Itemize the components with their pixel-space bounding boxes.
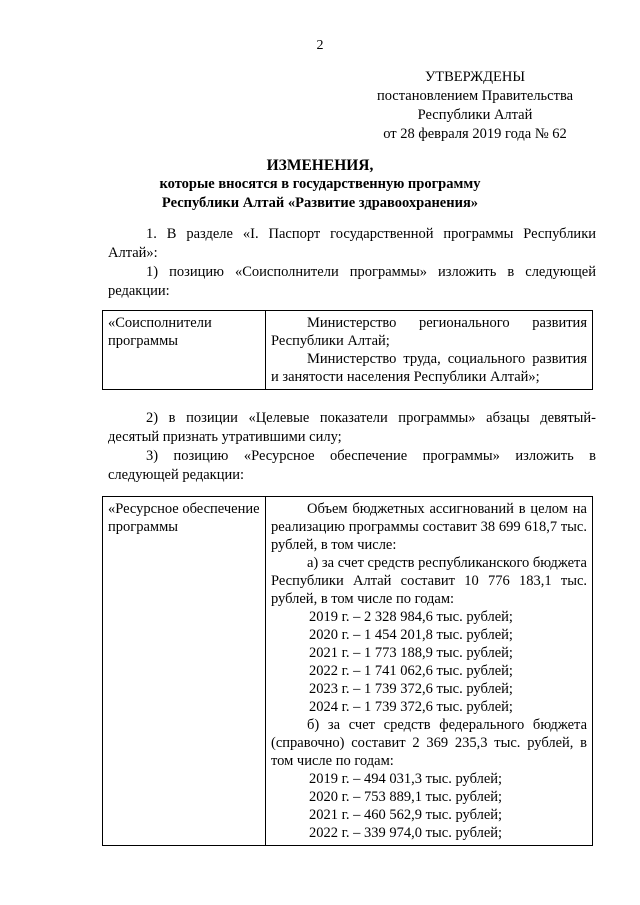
year-amount-b-2020: 2020 г. – 753 889,1 тыс. рублей; xyxy=(309,789,503,805)
year-amount-a-2024: 2024 г. – 1 739 372,6 тыс. рублей; xyxy=(309,699,513,715)
resource-label: «Ресурсное обеспечение программы xyxy=(103,497,266,846)
document-title xyxy=(0,156,640,213)
approval-by: постановлением Правительства xyxy=(376,88,574,104)
resource-value xyxy=(266,497,593,846)
year-amount-b-2022: 2022 г. – 339 974,0 тыс. рублей; xyxy=(309,825,503,841)
approval-block xyxy=(360,68,590,144)
title-heading: ИЗМЕНЕНИЯ, xyxy=(266,157,374,174)
resource-section-a: а) за счет средств республиканского бюджета Республики Алтай составит 10 776 183,1 тыс. рублей, в том числе по годам: xyxy=(271,555,587,607)
year-amount-a-2020: 2020 г. – 1 454 201,8 тыс. рублей; xyxy=(309,627,513,643)
co-executor-1: Министерство регионального развития Республики Алтай; xyxy=(271,315,587,349)
co-executor-2: Министерство труда, социального развития и занятости населения Республики Алтай»; xyxy=(271,351,587,385)
co-executors-label: «Соисполнители программы xyxy=(103,311,266,390)
paragraph-3: 2) в позиции «Целевые показатели программы» абзацы девятый-десятый признать утратившими силу; xyxy=(108,410,596,445)
resource-intro: Объем бюджетных ассигнований в целом на реализацию программы составит 38 699 618,7 тыс. рублей, в том числе: xyxy=(271,501,587,553)
resource-table xyxy=(102,496,593,846)
approval-region: Республики Алтай xyxy=(417,107,533,123)
year-amount-a-2022: 2022 г. – 1 741 062,6 тыс. рублей; xyxy=(309,663,513,679)
co-executors-value xyxy=(266,311,593,390)
page-number: 2 xyxy=(316,38,324,53)
title-subline-2: Республики Алтай «Развитие здравоохранения» xyxy=(161,195,479,211)
paragraph-2: 1) позицию «Соисполнители программы» изложить в следующей редакции: xyxy=(108,264,596,299)
table-row xyxy=(103,497,593,846)
year-amount-a-2019: 2019 г. – 2 328 984,6 тыс. рублей; xyxy=(309,609,513,625)
resource-section-b: б) за счет средств федерального бюджета (справочно) составит 2 369 235,3 тыс. рублей, в том числе по годам: xyxy=(271,717,587,769)
table-row xyxy=(103,311,593,390)
title-subline-1: которые вносятся в государственную программу xyxy=(159,176,481,192)
approval-heading: УТВЕРЖДЕНЫ xyxy=(424,69,526,85)
approval-date: от 28 февраля 2019 года № 62 xyxy=(383,126,567,142)
paragraph-1: 1. В разделе «I. Паспорт государственной программы Республики Алтай»: xyxy=(108,226,596,261)
year-amount-a-2021: 2021 г. – 1 773 188,9 тыс. рублей; xyxy=(309,645,513,661)
year-amount-b-2019: 2019 г. – 494 031,3 тыс. рублей; xyxy=(309,771,503,787)
paragraph-4: 3) позицию «Ресурсное обеспечение программы» изложить в следующей редакции: xyxy=(108,448,596,483)
co-executors-table xyxy=(102,310,593,390)
year-amount-b-2021: 2021 г. – 460 562,9 тыс. рублей; xyxy=(309,807,503,823)
year-amount-a-2023: 2023 г. – 1 739 372,6 тыс. рублей; xyxy=(309,681,513,697)
